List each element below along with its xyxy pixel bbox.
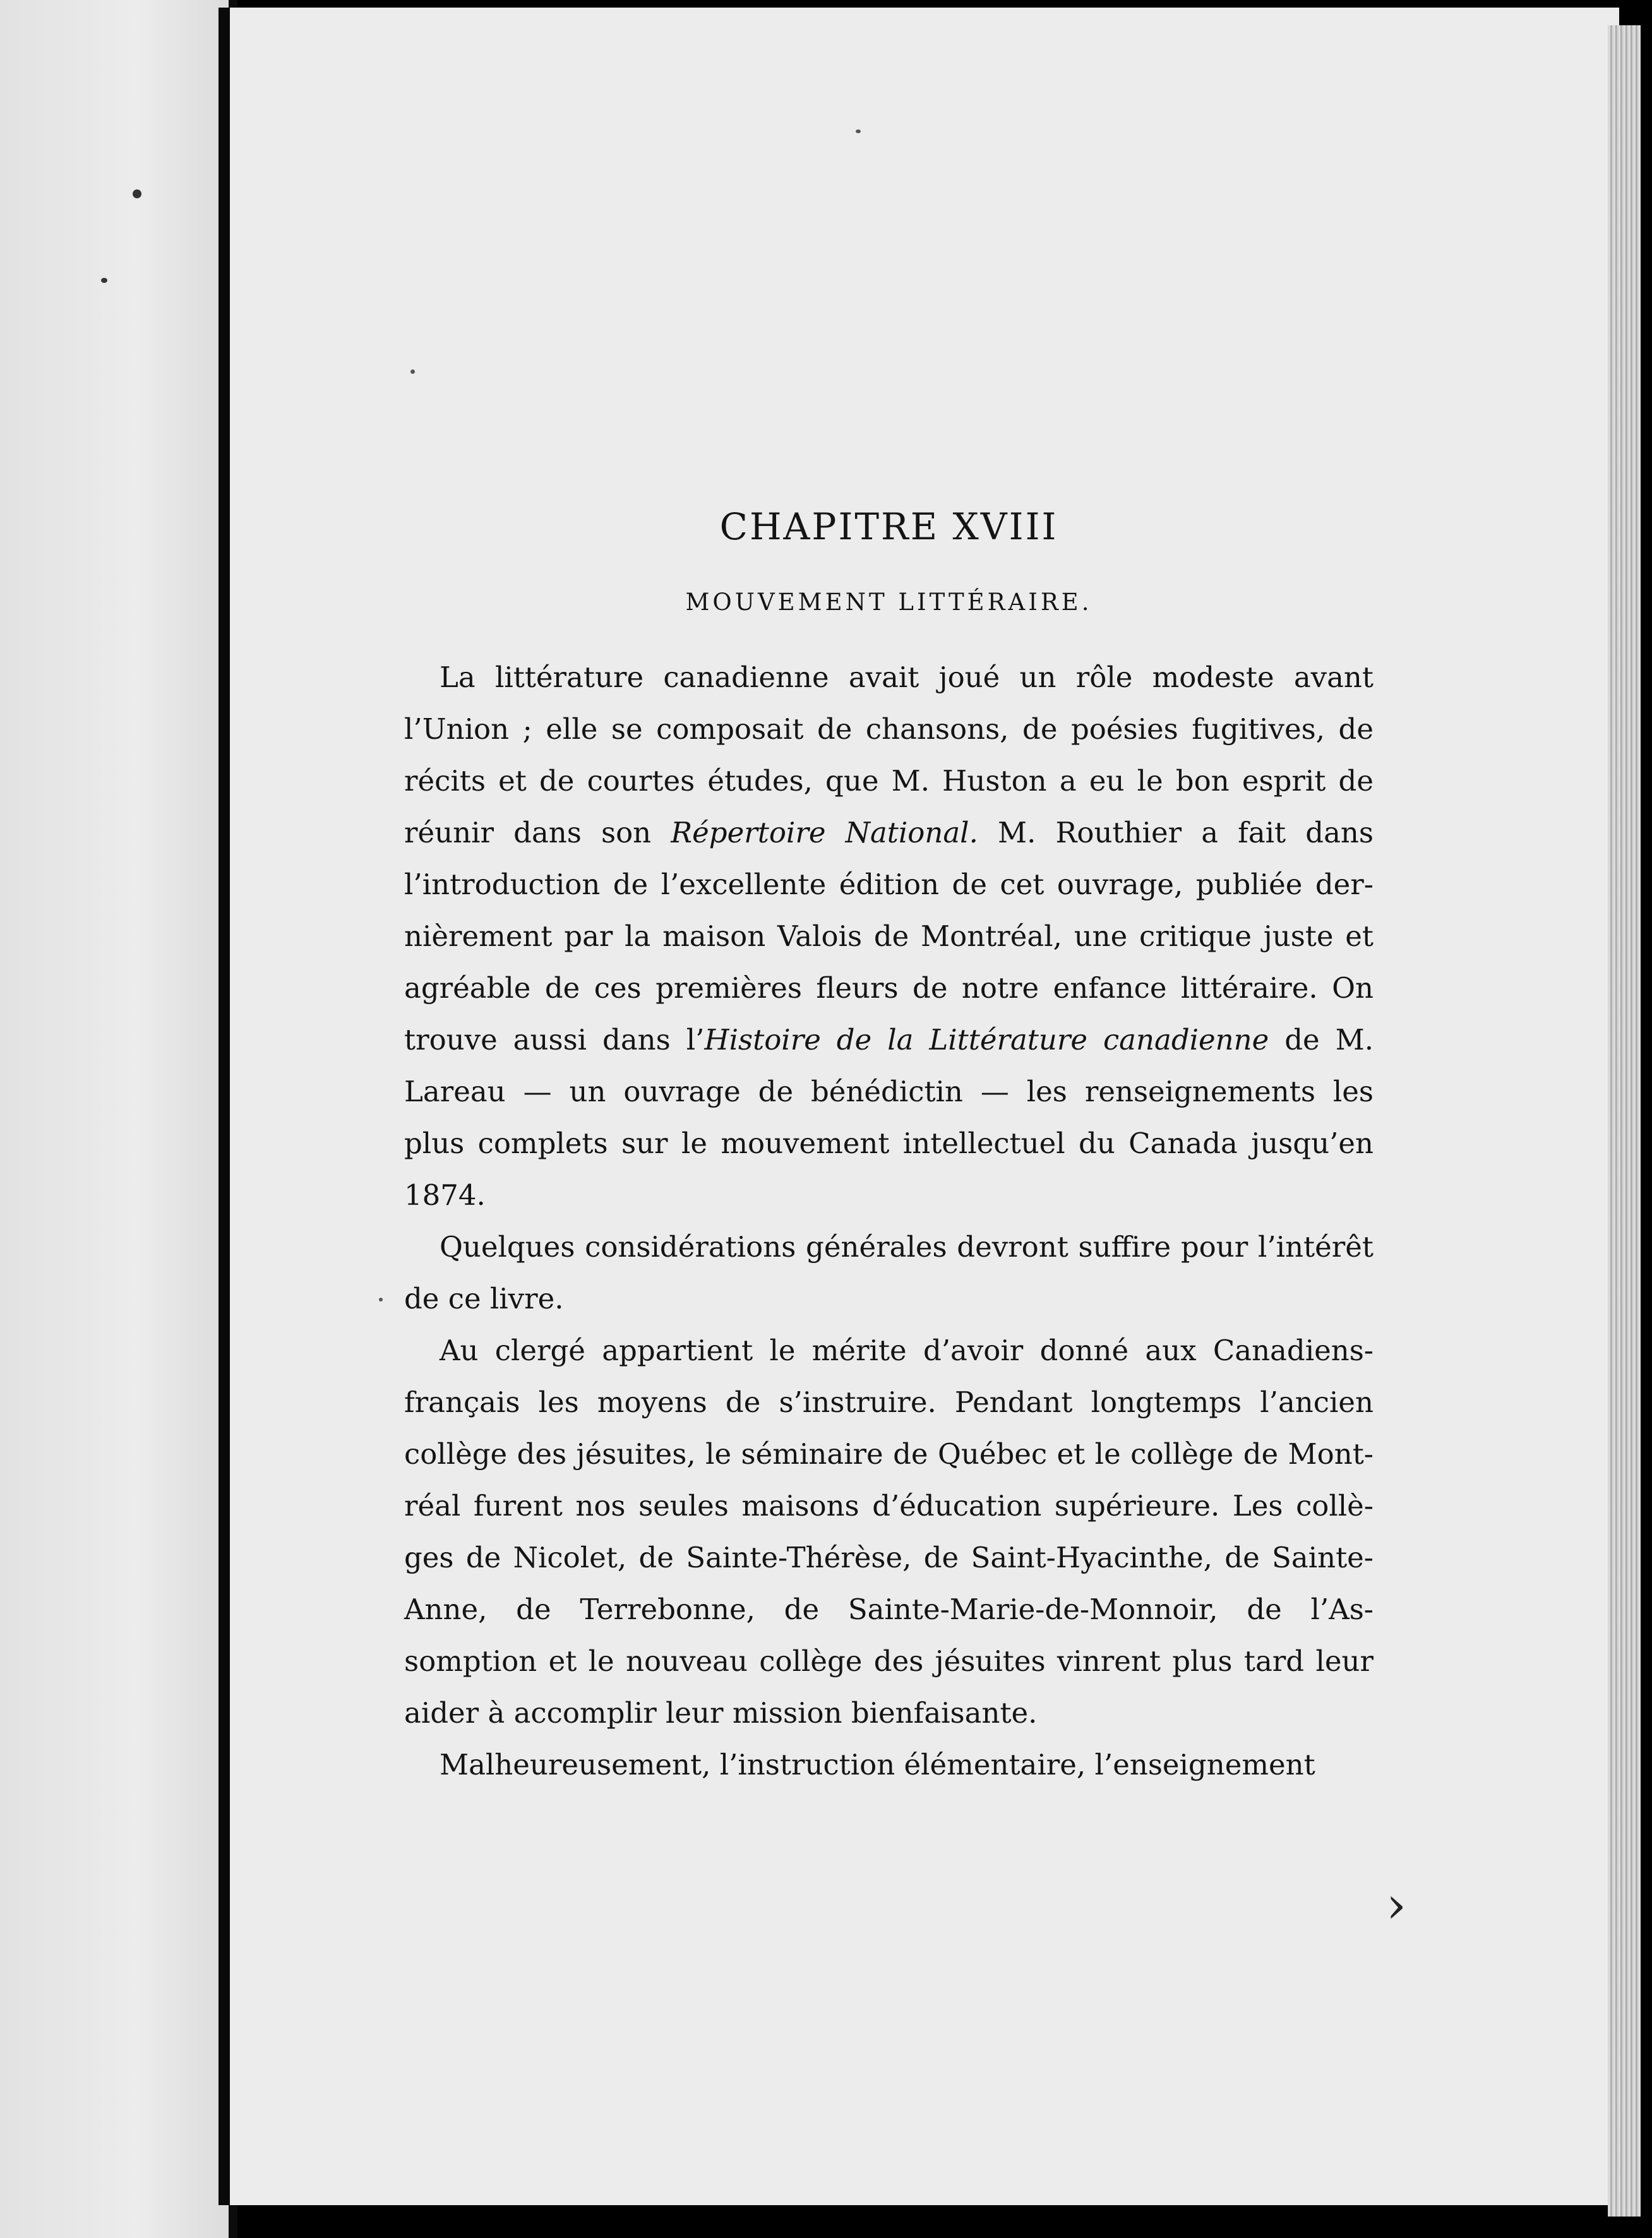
paragraph [404, 652, 1374, 1221]
text-segment: de M. [1269, 1022, 1374, 1056]
text-line [404, 911, 1374, 962]
text-line [404, 1584, 1374, 1636]
text-segment: nièrement par la maison Valois de Montréal, une critique juste et [404, 919, 1374, 953]
paper-speck [410, 369, 415, 374]
italic-title: Répertoire National. [671, 815, 978, 849]
left-page-speck [101, 278, 107, 283]
paper-speck [856, 129, 861, 133]
chapter-title: CHAPITRE XVIII [719, 505, 1058, 548]
text-segment: Malheureusement, l’instruction élémentaire, l’enseignement [440, 1747, 1315, 1781]
text-segment: plus complets sur le mouvement intellectuel du Canada jusqu’en [404, 1126, 1374, 1160]
text-line [404, 1221, 1374, 1273]
text-segment: La littérature canadienne avait joué un rôle modeste avant [440, 660, 1374, 694]
text-line [404, 1377, 1374, 1428]
text-line [404, 1066, 1374, 1118]
text-segment: l’Union ; elle se composait de chansons, de poésies fugitives, de [404, 712, 1374, 746]
left-page-speck [133, 189, 141, 198]
text-segment: réal furent nos seules maisons d’éducation supérieure. Les collè- [404, 1488, 1374, 1523]
page-text [404, 505, 1374, 1791]
text-segment: Au clergé appartient le mérite d’avoir donné aux Canadiens- [440, 1333, 1374, 1367]
paragraph [404, 1325, 1374, 1739]
text-segment: agréable de ces premières fleurs de notre enfance littéraire. On [404, 971, 1374, 1005]
text-segment: Anne, de Terrebonne, de Sainte-Marie-de-Monnoir, de l’As- [404, 1592, 1374, 1626]
text-line [404, 1118, 1374, 1170]
text-line [404, 962, 1374, 1014]
body-text [404, 652, 1374, 1791]
italic-title: Histoire de la Littérature canadienne [704, 1022, 1269, 1056]
text-segment: aider à accomplir leur mission bienfaisante. [404, 1696, 1038, 1730]
text-segment: réunir dans son [404, 815, 671, 849]
text-segment: Lareau — un ouvrage de bénédictin — les renseignements les [404, 1074, 1374, 1108]
section-title: MOUVEMENT LITTÉRAIRE. [685, 588, 1092, 616]
text-line [404, 703, 1374, 755]
text-line [404, 1480, 1374, 1532]
text-line [404, 755, 1374, 807]
text-line [404, 1428, 1374, 1480]
left-page-edge [0, 0, 229, 2238]
text-line [404, 1325, 1374, 1377]
text-segment: récits et de courtes études, que M. Huston a eu le bon esprit de [404, 763, 1374, 798]
text-segment: somption et le nouveau collège des jésuites vinrent plus tard leur [404, 1644, 1374, 1678]
text-line [404, 1687, 1374, 1739]
paragraph [404, 1739, 1374, 1791]
text-line [404, 1532, 1374, 1584]
text-segment: 1874. [404, 1178, 486, 1212]
paragraph [404, 1221, 1374, 1325]
text-line [404, 652, 1374, 703]
page-stack-edge [1608, 25, 1641, 2217]
text-segment: Quelques considérations générales devront suffire pour l’intérêt [440, 1230, 1374, 1264]
text-segment: collège des jésuites, le séminaire de Québec et le collège de Mont- [404, 1437, 1374, 1471]
paper-speck [379, 1298, 383, 1302]
text-line [404, 1014, 1374, 1066]
text-segment: de ce livre. [404, 1281, 564, 1315]
text-line [404, 1739, 1374, 1791]
text-line [404, 859, 1374, 911]
text-segment: ges de Nicolet, de Sainte-Thérèse, de Saint-Hyacinthe, de Sainte- [404, 1540, 1374, 1574]
text-line [404, 1636, 1374, 1687]
text-segment: l’introduction de l’excellente édition de cet ouvrage, publiée der- [404, 867, 1374, 901]
text-line [404, 807, 1374, 859]
text-segment: M. Routhier a fait dans [978, 815, 1374, 849]
page-mark: › [1386, 1876, 1406, 1934]
text-segment: trouve aussi dans l’ [404, 1022, 705, 1056]
text-segment: français les moyens de s’instruire. Pendant longtemps l’ancien [404, 1385, 1374, 1419]
text-line [404, 1170, 1374, 1221]
text-line [404, 1273, 1374, 1325]
